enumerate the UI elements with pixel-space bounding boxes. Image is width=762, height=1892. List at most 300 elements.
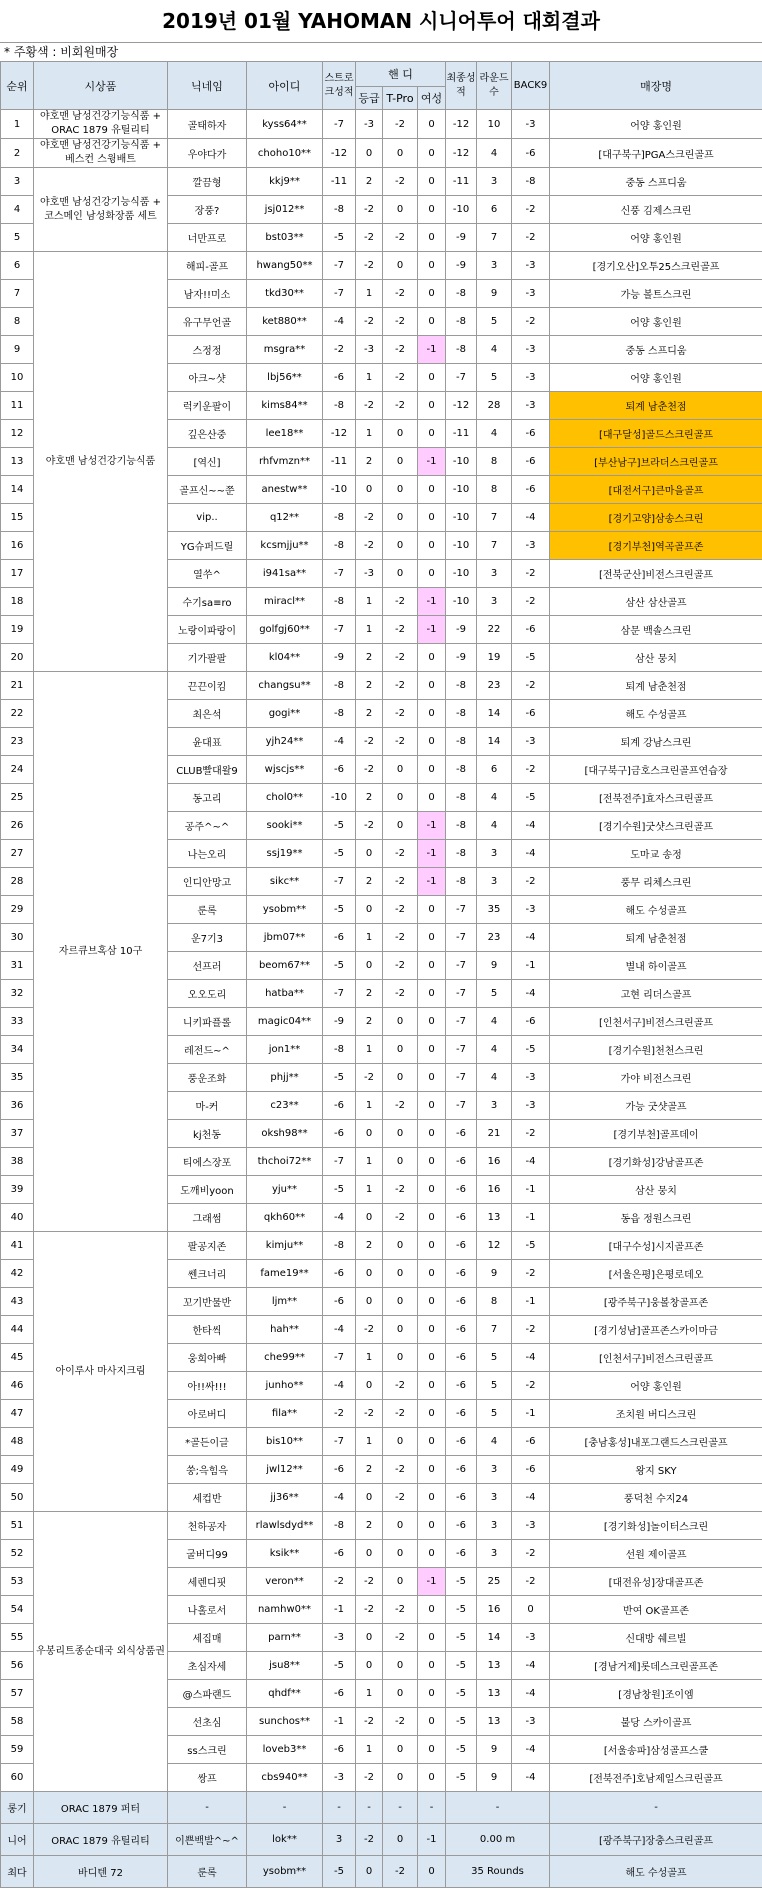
rounds-cell: 5: [477, 1400, 512, 1428]
final-cell: -6: [446, 1204, 477, 1232]
footer-prize: ORAC 1879 유틸리티: [34, 1824, 168, 1856]
tpro-cell: -2: [383, 1484, 418, 1512]
id-cell: sunchos**: [247, 1708, 323, 1736]
back9-cell: -5: [512, 1232, 550, 1260]
prize-cell: 자르큐브혹삼 10구: [34, 672, 168, 1232]
grade-cell: 1: [356, 364, 383, 392]
back9-cell: -2: [512, 588, 550, 616]
nickname-cell: 굴버디99: [168, 1540, 247, 1568]
female-cell: 0: [418, 364, 446, 392]
nickname-cell: *골든이글: [168, 1428, 247, 1456]
store-cell: 퇴계 강남스크린: [550, 728, 762, 756]
final-cell: -6: [446, 1372, 477, 1400]
tpro-cell: 0: [383, 1540, 418, 1568]
final-cell: -6: [446, 1540, 477, 1568]
nickname-cell: 나홀로서: [168, 1596, 247, 1624]
id-cell: rlawlsdyd**: [247, 1512, 323, 1540]
back9-cell: -5: [512, 784, 550, 812]
nickname-cell: vip..: [168, 504, 247, 532]
back9-cell: -3: [512, 1092, 550, 1120]
id-cell: magic04**: [247, 1008, 323, 1036]
grade-cell: 2: [356, 784, 383, 812]
id-cell: phjj**: [247, 1064, 323, 1092]
stroke-cell: -8: [323, 1512, 356, 1540]
id-cell: jsj012**: [247, 196, 323, 224]
grade-cell: -2: [356, 1596, 383, 1624]
rounds-cell: 3: [477, 588, 512, 616]
id-cell: tkd30**: [247, 280, 323, 308]
final-cell: -8: [446, 868, 477, 896]
stroke-cell: -8: [323, 672, 356, 700]
tpro-cell: 0: [383, 448, 418, 476]
rounds-cell: 4: [477, 812, 512, 840]
rounds-cell: 5: [477, 1372, 512, 1400]
nickname-cell: 스정정: [168, 336, 247, 364]
store-cell: [부산남구]브라더스크린골프: [550, 448, 762, 476]
rounds-cell: 7: [477, 504, 512, 532]
tpro-cell: -2: [383, 1400, 418, 1428]
final-cell: -6: [446, 1428, 477, 1456]
id-cell: oksh98**: [247, 1120, 323, 1148]
store-cell: 풍덕천 수지24: [550, 1484, 762, 1512]
store-cell: 어양 홍인원: [550, 224, 762, 252]
back9-cell: -4: [512, 924, 550, 952]
rounds-cell: 14: [477, 728, 512, 756]
female-cell: 0: [418, 1680, 446, 1708]
tpro-cell: 0: [383, 1764, 418, 1792]
tpro-cell: -2: [383, 1372, 418, 1400]
back9-cell: -2: [512, 672, 550, 700]
id-cell: chol0**: [247, 784, 323, 812]
stroke-cell: -6: [323, 1260, 356, 1288]
footer-nickname: -: [168, 1792, 247, 1824]
female-cell: 0: [418, 1344, 446, 1372]
id-cell: ksik**: [247, 1540, 323, 1568]
stroke-cell: -6: [323, 1680, 356, 1708]
id-cell: qhdf**: [247, 1680, 323, 1708]
tpro-cell: -2: [383, 644, 418, 672]
final-cell: -7: [446, 980, 477, 1008]
id-cell: cbs940**: [247, 1764, 323, 1792]
id-cell: kcsmjju**: [247, 532, 323, 560]
nickname-cell: 도깨비yoon: [168, 1176, 247, 1204]
tpro-cell: -2: [383, 280, 418, 308]
back9-cell: -3: [512, 336, 550, 364]
store-cell: [서울은평]은평로데오: [550, 1260, 762, 1288]
footer-id: -: [247, 1792, 323, 1824]
grade-cell: -2: [356, 252, 383, 280]
nickname-cell: 골태하자: [168, 110, 247, 139]
grade-cell: 1: [356, 1176, 383, 1204]
female-cell: 0: [418, 1484, 446, 1512]
store-cell: 해도 수성골프: [550, 700, 762, 728]
tpro-cell: -2: [383, 700, 418, 728]
back9-cell: -2: [512, 1540, 550, 1568]
grade-cell: 0: [356, 1624, 383, 1652]
grade-cell: -2: [356, 1708, 383, 1736]
grade-cell: -2: [356, 728, 383, 756]
tpro-cell: -2: [383, 1092, 418, 1120]
store-cell: [인천서구]비전스크린골프: [550, 1008, 762, 1036]
store-cell: [전북전주]효자스크린골프: [550, 784, 762, 812]
store-cell: 선원 제이골프: [550, 1540, 762, 1568]
stroke-cell: -5: [323, 896, 356, 924]
stroke-cell: -4: [323, 1316, 356, 1344]
page-title: 2019년 01월 YAHOMAN 시니어투어 대회결과: [0, 0, 762, 43]
rounds-cell: 4: [477, 1036, 512, 1064]
final-cell: -6: [446, 1260, 477, 1288]
id-cell: rhfvmzn**: [247, 448, 323, 476]
nickname-cell: 쑹;윽힘윽: [168, 1456, 247, 1484]
tpro-cell: 0: [383, 1120, 418, 1148]
tpro-cell: -2: [383, 336, 418, 364]
back9-cell: -6: [512, 616, 550, 644]
final-cell: -7: [446, 1092, 477, 1120]
nickname-cell: 골프신~~쭌: [168, 476, 247, 504]
id-cell: sooki**: [247, 812, 323, 840]
tpro-cell: 0: [383, 1232, 418, 1260]
tpro-cell: 0: [383, 1680, 418, 1708]
stroke-cell: -7: [323, 616, 356, 644]
back9-cell: -4: [512, 1764, 550, 1792]
footer-result: 35 Rounds: [446, 1856, 550, 1888]
footer-result: 0.00 m: [446, 1824, 550, 1856]
store-cell: [경기수원]천천스크린: [550, 1036, 762, 1064]
footer-nickname: 이쁜백발^~^: [168, 1824, 247, 1856]
female-cell: 0: [418, 924, 446, 952]
rank-cell: 40: [1, 1204, 34, 1232]
rank-cell: 53: [1, 1568, 34, 1596]
grade-cell: 0: [356, 952, 383, 980]
store-cell: [경기화성]강남골프존: [550, 1148, 762, 1176]
back9-cell: -4: [512, 840, 550, 868]
grade-cell: -2: [356, 812, 383, 840]
stroke-cell: -4: [323, 728, 356, 756]
tpro-cell: 0: [383, 560, 418, 588]
store-cell: 신풍 김제스크린: [550, 196, 762, 224]
store-cell: 신대방 쉐르빌: [550, 1624, 762, 1652]
id-cell: jj36**: [247, 1484, 323, 1512]
nickname-cell: 유구무언골: [168, 308, 247, 336]
store-cell: [대구북구]금호스크린골프연습장: [550, 756, 762, 784]
final-cell: -8: [446, 672, 477, 700]
footer-store: [광주북구]장충스크린골프: [550, 1824, 762, 1856]
grade-cell: 2: [356, 168, 383, 196]
id-cell: sikc**: [247, 868, 323, 896]
rank-cell: 44: [1, 1316, 34, 1344]
footer-female: 0: [418, 1856, 446, 1888]
store-cell: 불당 스카이골프: [550, 1708, 762, 1736]
final-cell: -9: [446, 224, 477, 252]
tpro-cell: -2: [383, 952, 418, 980]
grade-cell: 0: [356, 1288, 383, 1316]
final-cell: -9: [446, 644, 477, 672]
grade-cell: 2: [356, 868, 383, 896]
store-cell: 중동 스프디움: [550, 336, 762, 364]
table-row: [1, 252, 762, 280]
rounds-cell: 5: [477, 308, 512, 336]
nickname-cell: kj천동: [168, 1120, 247, 1148]
id-cell: fila**: [247, 1400, 323, 1428]
rank-cell: 52: [1, 1540, 34, 1568]
nickname-cell: 레전드~^: [168, 1036, 247, 1064]
grade-cell: 0: [356, 1204, 383, 1232]
nickname-cell: 웅희아빠: [168, 1344, 247, 1372]
rounds-cell: 3: [477, 1092, 512, 1120]
rank-cell: 51: [1, 1512, 34, 1540]
rank-cell: 54: [1, 1596, 34, 1624]
final-cell: -6: [446, 1148, 477, 1176]
results-body: [1, 110, 762, 1792]
rounds-cell: 5: [477, 364, 512, 392]
final-cell: -9: [446, 616, 477, 644]
back9-cell: -2: [512, 1568, 550, 1596]
tpro-cell: -2: [383, 672, 418, 700]
rank-cell: 48: [1, 1428, 34, 1456]
final-cell: -6: [446, 1316, 477, 1344]
rank-cell: 13: [1, 448, 34, 476]
back9-cell: -6: [512, 1428, 550, 1456]
back9-cell: -5: [512, 644, 550, 672]
rounds-cell: 14: [477, 700, 512, 728]
rounds-cell: 19: [477, 644, 512, 672]
grade-cell: 2: [356, 644, 383, 672]
store-cell: 반여 OK골프존: [550, 1596, 762, 1624]
nickname-cell: 열쑤^: [168, 560, 247, 588]
nickname-cell: 공주^~^: [168, 812, 247, 840]
female-cell: 0: [418, 784, 446, 812]
nickname-cell: 니키파플롤: [168, 1008, 247, 1036]
id-cell: choho10**: [247, 139, 323, 168]
id-cell: yju**: [247, 1176, 323, 1204]
tpro-cell: -2: [383, 980, 418, 1008]
stroke-cell: -2: [323, 336, 356, 364]
female-cell: 0: [418, 756, 446, 784]
rank-cell: 4: [1, 196, 34, 224]
back9-cell: -4: [512, 1148, 550, 1176]
id-cell: ysobm**: [247, 896, 323, 924]
grade-cell: 0: [356, 1484, 383, 1512]
rounds-cell: 13: [477, 1204, 512, 1232]
store-cell: 도마교 송정: [550, 840, 762, 868]
id-cell: kyss64**: [247, 110, 323, 139]
rounds-cell: 5: [477, 1344, 512, 1372]
female-cell: 0: [418, 1456, 446, 1484]
female-cell: 0: [418, 1092, 446, 1120]
female-cell: 0: [418, 728, 446, 756]
final-cell: -5: [446, 1568, 477, 1596]
rounds-cell: 4: [477, 1064, 512, 1092]
back9-cell: -6: [512, 1456, 550, 1484]
rank-cell: 24: [1, 756, 34, 784]
final-cell: -6: [446, 1288, 477, 1316]
back9-cell: -1: [512, 1288, 550, 1316]
rounds-cell: 22: [477, 616, 512, 644]
rank-cell: 27: [1, 840, 34, 868]
stroke-cell: -8: [323, 700, 356, 728]
stroke-cell: -11: [323, 448, 356, 476]
rank-cell: 23: [1, 728, 34, 756]
stroke-cell: -6: [323, 1288, 356, 1316]
final-cell: -11: [446, 420, 477, 448]
grade-cell: -2: [356, 224, 383, 252]
store-cell: [대전유성]장대골프존: [550, 1568, 762, 1596]
female-cell: 0: [418, 1176, 446, 1204]
grade-cell: 0: [356, 896, 383, 924]
grade-cell: 2: [356, 1512, 383, 1540]
female-cell: 0: [418, 1708, 446, 1736]
female-cell: 0: [418, 1400, 446, 1428]
back9-cell: -8: [512, 168, 550, 196]
back9-cell: -6: [512, 1008, 550, 1036]
back9-cell: -3: [512, 280, 550, 308]
female-cell: 0: [418, 1764, 446, 1792]
rounds-cell: 8: [477, 476, 512, 504]
footer-id: ysobm**: [247, 1856, 323, 1888]
stroke-cell: -1: [323, 1708, 356, 1736]
prize-cell: 야호맨 남성건강기능식품 + ORAC 1879 유틸리티: [34, 110, 168, 139]
col-nickname: 닉네임: [168, 62, 247, 110]
grade-cell: 1: [356, 1148, 383, 1176]
back9-cell: -2: [512, 560, 550, 588]
table-row: [1, 1232, 762, 1260]
store-cell: [광주북구]웅볼창골프존: [550, 1288, 762, 1316]
stroke-cell: -10: [323, 784, 356, 812]
rank-cell: 32: [1, 980, 34, 1008]
back9-cell: -2: [512, 1120, 550, 1148]
rounds-cell: 4: [477, 784, 512, 812]
grade-cell: -2: [356, 1064, 383, 1092]
id-cell: thchoi72**: [247, 1148, 323, 1176]
final-cell: -10: [446, 476, 477, 504]
tpro-cell: -2: [383, 168, 418, 196]
final-cell: -7: [446, 1008, 477, 1036]
id-cell: q12**: [247, 504, 323, 532]
nickname-cell: 노랑이파랑이: [168, 616, 247, 644]
footer-category: 롱기: [1, 1792, 34, 1824]
col-final: 최종성적: [446, 62, 477, 110]
footer-store: 해도 수성골프: [550, 1856, 762, 1888]
female-cell: 0: [418, 896, 446, 924]
rank-cell: 11: [1, 392, 34, 420]
back9-cell: -4: [512, 1484, 550, 1512]
col-back9: BACK9: [512, 62, 550, 110]
nickname-cell: 아크~샷: [168, 364, 247, 392]
rounds-cell: 8: [477, 1288, 512, 1316]
rounds-cell: 16: [477, 1596, 512, 1624]
footer-stroke: -: [323, 1792, 356, 1824]
stroke-cell: -12: [323, 420, 356, 448]
final-cell: -8: [446, 756, 477, 784]
back9-cell: -6: [512, 420, 550, 448]
tpro-cell: 0: [383, 139, 418, 168]
grade-cell: 0: [356, 1120, 383, 1148]
final-cell: -6: [446, 1344, 477, 1372]
tpro-cell: -2: [383, 1204, 418, 1232]
col-tpro: T-Pro: [383, 87, 418, 110]
rank-cell: 46: [1, 1372, 34, 1400]
final-cell: -8: [446, 784, 477, 812]
grade-cell: -2: [356, 196, 383, 224]
tpro-cell: 0: [383, 1652, 418, 1680]
tpro-cell: 0: [383, 784, 418, 812]
rank-cell: 41: [1, 1232, 34, 1260]
grade-cell: -2: [356, 1568, 383, 1596]
female-cell: 0: [418, 1288, 446, 1316]
nickname-cell: 기가팔팔: [168, 644, 247, 672]
id-cell: hah**: [247, 1316, 323, 1344]
store-cell: [경기부천]골프데이: [550, 1120, 762, 1148]
tpro-cell: -2: [383, 1708, 418, 1736]
stroke-cell: -7: [323, 560, 356, 588]
final-cell: -10: [446, 588, 477, 616]
back9-cell: -4: [512, 504, 550, 532]
footer-result: -: [446, 1792, 550, 1824]
female-cell: 0: [418, 1596, 446, 1624]
rank-cell: 14: [1, 476, 34, 504]
nickname-cell: 선프러: [168, 952, 247, 980]
nickname-cell: 쌍프: [168, 1764, 247, 1792]
back9-cell: -3: [512, 1064, 550, 1092]
footer-prize: ORAC 1879 퍼터: [34, 1792, 168, 1824]
store-cell: 퇴계 남춘천점: [550, 672, 762, 700]
id-cell: bis10**: [247, 1428, 323, 1456]
final-cell: -10: [446, 532, 477, 560]
female-cell: 0: [418, 1232, 446, 1260]
tpro-cell: -2: [383, 924, 418, 952]
nickname-cell: 운7기3: [168, 924, 247, 952]
store-cell: [경기성남]골프존스카이마금: [550, 1316, 762, 1344]
nickname-cell: 한타씩: [168, 1316, 247, 1344]
grade-cell: 2: [356, 1008, 383, 1036]
rank-cell: 19: [1, 616, 34, 644]
nickname-cell: 룬록: [168, 896, 247, 924]
female-cell: 0: [418, 1428, 446, 1456]
id-cell: msgra**: [247, 336, 323, 364]
table-row: [1, 110, 762, 139]
tpro-cell: 0: [383, 1064, 418, 1092]
stroke-cell: -3: [323, 1624, 356, 1652]
female-cell: 0: [418, 420, 446, 448]
stroke-cell: -5: [323, 1652, 356, 1680]
rank-cell: 8: [1, 308, 34, 336]
store-cell: [경기수원]굿샷스크린골프: [550, 812, 762, 840]
female-cell: 0: [418, 1652, 446, 1680]
grade-cell: 1: [356, 280, 383, 308]
back9-cell: -4: [512, 812, 550, 840]
rank-cell: 28: [1, 868, 34, 896]
rounds-cell: 3: [477, 168, 512, 196]
final-cell: -7: [446, 364, 477, 392]
grade-cell: 1: [356, 588, 383, 616]
female-cell: 0: [418, 1624, 446, 1652]
grade-cell: 1: [356, 1680, 383, 1708]
store-cell: [대전서구]큰마을골프: [550, 476, 762, 504]
id-cell: kkj9**: [247, 168, 323, 196]
rounds-cell: 4: [477, 336, 512, 364]
store-cell: [경남창원]조이엠: [550, 1680, 762, 1708]
id-cell: ssj19**: [247, 840, 323, 868]
back9-cell: -4: [512, 1736, 550, 1764]
back9-cell: -4: [512, 980, 550, 1008]
grade-cell: 1: [356, 616, 383, 644]
final-cell: -8: [446, 336, 477, 364]
final-cell: -5: [446, 1764, 477, 1792]
final-cell: -8: [446, 308, 477, 336]
tpro-cell: 0: [383, 1512, 418, 1540]
id-cell: bst03**: [247, 224, 323, 252]
nickname-cell: 풍운조화: [168, 1064, 247, 1092]
